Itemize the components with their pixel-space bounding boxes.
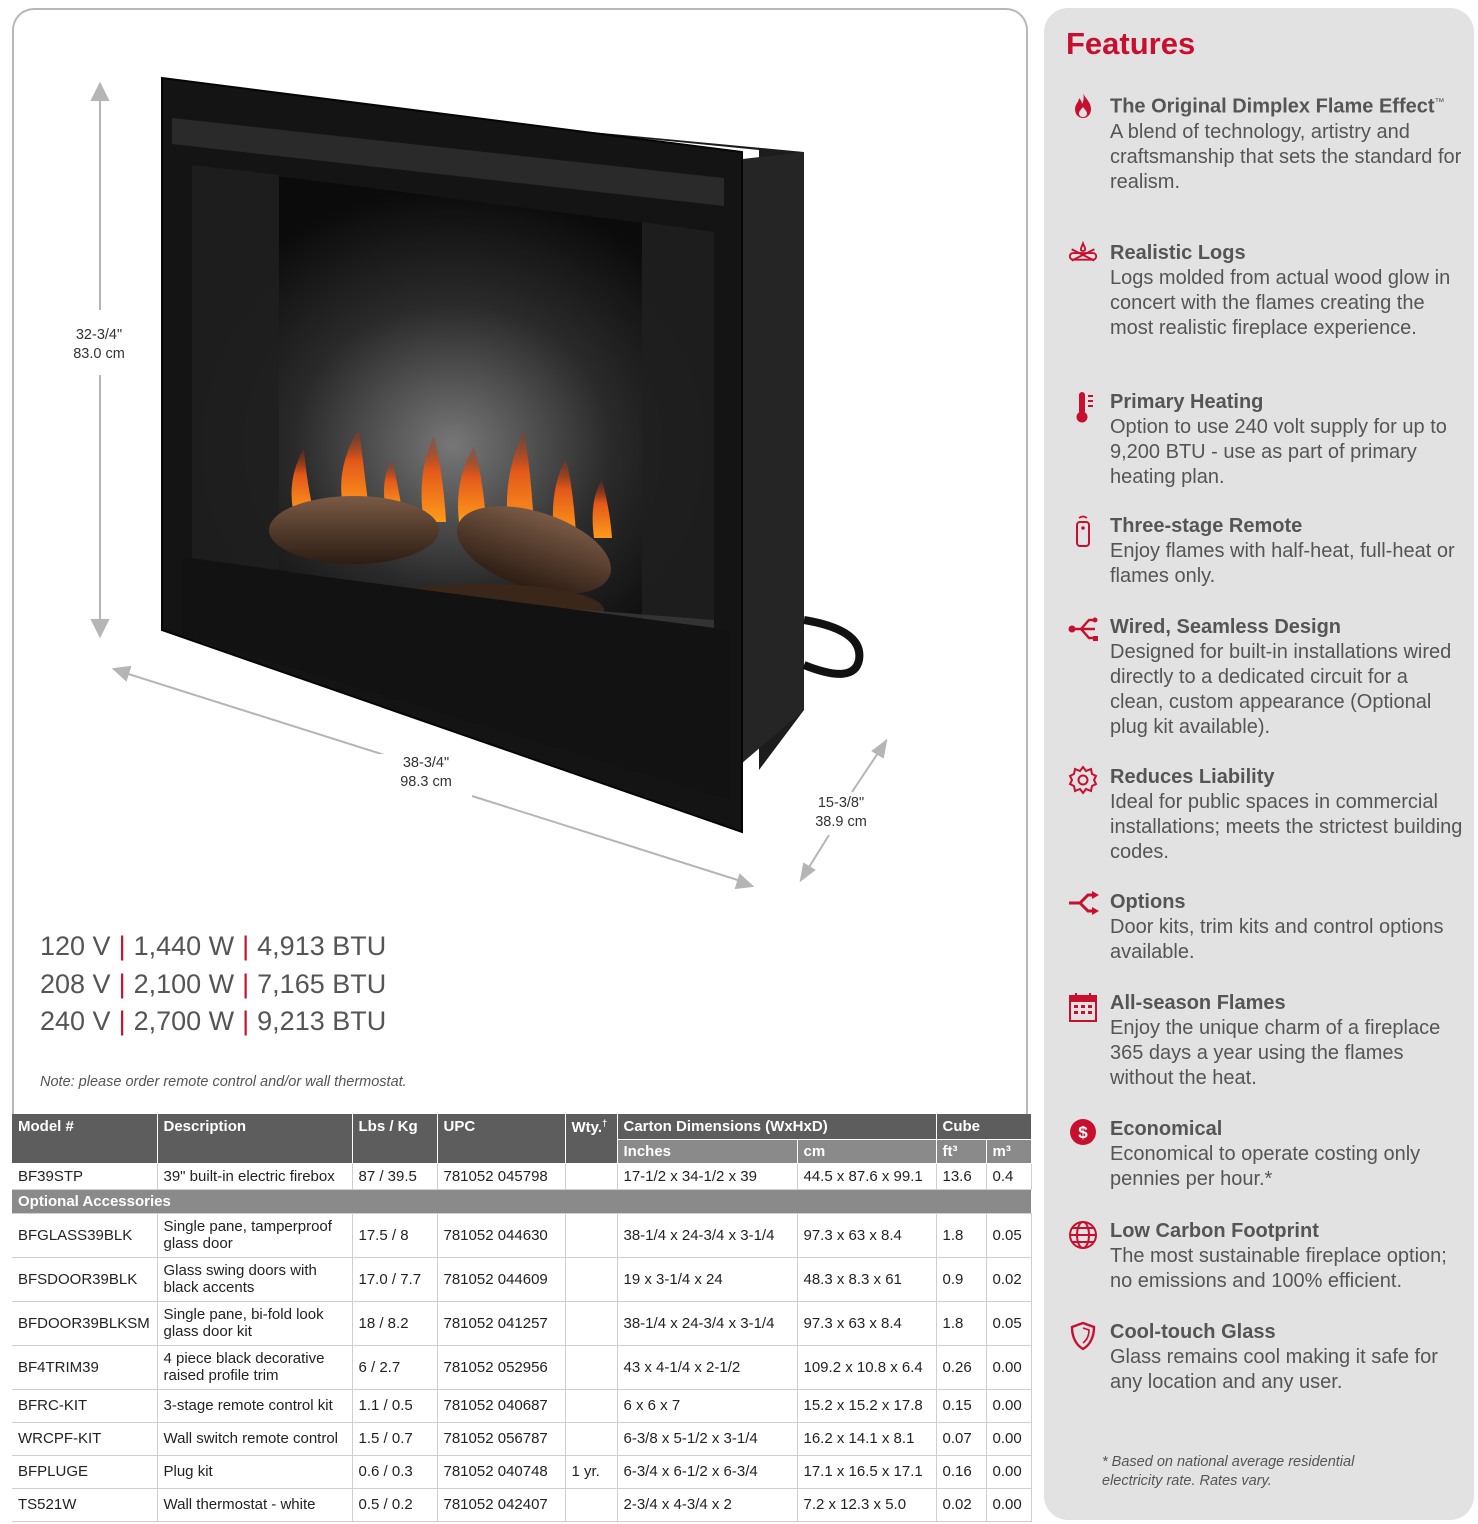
cell-warranty [565,1389,617,1422]
cell-m3: 0.00 [986,1488,1031,1521]
spec-table [12,1114,1032,1522]
electrical-specs [40,928,386,1041]
cell-m3: 0.00 [986,1422,1031,1455]
cell-inches: 19 x 3-1/4 x 24 [617,1257,797,1301]
cell-description: Single pane, bi-fold look glass door kit [157,1301,352,1345]
cell-warranty [565,1213,617,1257]
cell-upc: 781052 040748 [437,1455,565,1488]
cell-cm: 48.3 x 8.3 x 61 [797,1257,936,1301]
cell-m3: 0.05 [986,1213,1031,1257]
cell-model: BFDOOR39BLKSM [12,1301,157,1345]
cell-cm: 97.3 x 63 x 8.4 [797,1213,936,1257]
feature-cool-touch [1066,1320,1466,1395]
watts: 2,700 W [133,1006,235,1036]
table-row [12,1455,1031,1488]
spec-row [40,928,386,966]
cell-upc: 781052 044609 [437,1257,565,1301]
feature-desc: Designed for built-in installations wired directly to a dedicated circuit for a clean, custom appearance (Optional plug kit available). [1110,641,1452,738]
cell-upc: 781052 045798 [437,1163,565,1189]
header-upc: UPC [437,1114,565,1163]
header-inches: Inches [617,1139,797,1163]
feature-title: Options [1110,891,1186,913]
cell-description: Single pane, tamperproof glass door [157,1213,352,1257]
cell-inches: 2-3/4 x 4-3/4 x 2 [617,1488,797,1521]
cell-description: Plug kit [157,1455,352,1488]
remote-icon [1066,514,1100,548]
watts: 2,100 W [133,968,235,999]
depth-cm: 38.9 cm [815,814,867,830]
depth-dimension [786,794,896,832]
feature-primary-heating [1066,390,1466,490]
feature-title: All-season Flames [1110,992,1286,1014]
header-cube: Cube [936,1114,1031,1139]
product-card [12,8,1028,1138]
cell-ft3: 0.26 [936,1345,986,1389]
logs-icon [1066,241,1100,275]
feature-title: Realistic Logs [1110,242,1246,264]
volts: 120 V [40,931,111,961]
feature-title-text: The Original Dimplex Flame Effect [1110,95,1435,118]
footnote: * Based on national average residential electricity rate. Rates vary. [1102,1454,1355,1489]
header-m3: m³ [986,1139,1031,1163]
separator: | [242,1006,250,1036]
cell-ft3: 0.15 [936,1389,986,1422]
cell-weight: 1.5 / 0.7 [352,1422,437,1455]
section-label: Optional Accessories [12,1189,1031,1213]
cell-ft3: 0.9 [936,1257,986,1301]
cell-ft3: 0.02 [936,1488,986,1521]
cell-warranty [565,1422,617,1455]
flame-icon [1066,90,1100,124]
separator: | [118,968,126,999]
cell-upc: 781052 056787 [437,1422,565,1455]
features-panel [1044,8,1474,1520]
cell-weight: 17.5 / 8 [352,1213,437,1257]
cell-inches: 6-3/8 x 5-1/2 x 3-1/4 [617,1422,797,1455]
table-row [12,1213,1031,1257]
feature-title: Low Carbon Footprint [1110,1220,1319,1242]
feature-title: Primary Heating [1110,391,1264,413]
separator: | [118,931,126,961]
cell-inches: 6 x 6 x 7 [617,1389,797,1422]
fireplace-image [14,10,1030,910]
cell-warranty [565,1488,617,1521]
spec-row [40,1003,386,1041]
options-icon [1066,890,1100,924]
feature-title: Reduces Liability [1110,766,1275,788]
cell-upc: 781052 040687 [437,1389,565,1422]
features-title: Features [1066,26,1196,61]
gear-icon [1066,765,1100,799]
feature-low-carbon [1066,1219,1466,1294]
feature-reduces-liability [1066,765,1466,865]
height-cm: 83.0 cm [73,346,125,362]
header-ft3: ft³ [936,1139,986,1163]
feature-desc: Glass remains cool making it safe for any location and any user. [1110,1346,1438,1393]
cell-cm: 16.2 x 14.1 x 8.1 [797,1422,936,1455]
width-inches: 38-3/4" [402,755,450,771]
btu: 9,213 BTU [257,1006,387,1036]
cell-model: BF39STP [12,1163,157,1189]
watts: 1,440 W [133,931,235,961]
cell-inches: 38-1/4 x 24-3/4 x 3-1/4 [617,1301,797,1345]
feature-desc: Option to use 240 volt supply for up to 9,200 BTU - use as part of primary heating plan. [1110,416,1447,488]
cell-m3: 0.00 [986,1455,1031,1488]
cell-ft3: 13.6 [936,1163,986,1189]
depth-inches: 15-3/8" [817,795,865,811]
cell-m3: 0.00 [986,1345,1031,1389]
feature-desc: Ideal for public spaces in commercial installations; meets the strictest building codes. [1110,791,1463,863]
cell-model: BFSDOOR39BLK [12,1257,157,1301]
header-carton: Carton Dimensions (WxHxD) [617,1114,936,1139]
cell-weight: 0.6 / 0.3 [352,1455,437,1488]
header-weight: Lbs / Kg [352,1114,437,1163]
cell-model: BFGLASS39BLK [12,1213,157,1257]
header-cm: cm [797,1139,936,1163]
cell-weight: 1.1 / 0.5 [352,1389,437,1422]
table-row [12,1422,1031,1455]
order-note: Note: please order remote control and/or wall thermostat. [40,1074,407,1090]
cell-description: 4 piece black decorative raised profile trim [157,1345,352,1389]
table-row [12,1488,1031,1521]
cell-weight: 0.5 / 0.2 [352,1488,437,1521]
cell-ft3: 0.16 [936,1455,986,1488]
table-row [12,1345,1031,1389]
feature-wired [1066,615,1466,740]
thermometer-icon [1066,390,1100,424]
cell-m3: 0.02 [986,1257,1031,1301]
header-warranty [565,1114,617,1163]
feature-title: Economical [1110,1118,1223,1140]
feature-desc: Enjoy flames with half-heat, full-heat or flames only. [1110,540,1455,587]
cell-model: BF4TRIM39 [12,1345,157,1389]
cell-model: TS521W [12,1488,157,1521]
table-row [12,1163,1031,1189]
dollar-icon [1066,1117,1100,1151]
cell-description: 39" built-in electric firebox [157,1163,352,1189]
cell-m3: 0.4 [986,1163,1031,1189]
btu: 7,165 BTU [257,968,387,999]
svg-text:$: $ [1078,1123,1088,1142]
cell-model: BFRC-KIT [12,1389,157,1422]
cell-m3: 0.05 [986,1301,1031,1345]
cell-description: Glass swing doors with black accents [157,1257,352,1301]
feature-remote [1066,514,1466,589]
wired-icon [1066,615,1100,649]
feature-desc: Logs molded from actual wood glow in concert with the flames creating the most realistic fireplace experience. [1110,267,1451,339]
cell-cm: 17.1 x 16.5 x 17.1 [797,1455,936,1488]
cell-cm: 109.2 x 10.8 x 6.4 [797,1345,936,1389]
cell-ft3: 1.8 [936,1301,986,1345]
cell-weight: 17.0 / 7.7 [352,1257,437,1301]
cell-weight: 6 / 2.7 [352,1345,437,1389]
cell-warranty [565,1257,617,1301]
feature-desc: Economical to operate costing only pennies per hour.* [1110,1143,1421,1190]
cell-warranty [565,1345,617,1389]
table-row [12,1257,1031,1301]
feature-flame-effect [1066,90,1466,195]
warranty-mark: † [602,1118,608,1128]
height-inches: 32-3/4" [75,327,123,343]
cell-m3: 0.00 [986,1389,1031,1422]
shield-icon [1066,1320,1100,1354]
btu: 4,913 BTU [257,931,387,961]
header-description: Description [157,1114,352,1163]
cell-warranty: 1 yr. [565,1455,617,1488]
cell-upc: 781052 052956 [437,1345,565,1389]
width-dimension [371,754,481,792]
feature-all-season [1066,991,1466,1091]
cell-description: Wall switch remote control [157,1422,352,1455]
feature-desc: The most sustainable fireplace option; no emissions and 100% efficient. [1110,1245,1447,1292]
volts: 208 V [40,968,111,999]
cell-inches: 6-3/4 x 6-1/2 x 6-3/4 [617,1455,797,1488]
feature-realistic-logs [1066,241,1466,341]
section-row [12,1189,1031,1213]
feature-title [1110,90,1466,120]
cell-upc: 781052 042407 [437,1488,565,1521]
feature-title: Three-stage Remote [1110,515,1303,537]
calendar-icon [1066,991,1100,1025]
separator: | [242,968,250,999]
spec-row [40,966,386,1004]
cell-cm: 7.2 x 12.3 x 5.0 [797,1488,936,1521]
cell-cm: 97.3 x 63 x 8.4 [797,1301,936,1345]
cell-upc: 781052 041257 [437,1301,565,1345]
cell-model: BFPLUGE [12,1455,157,1488]
separator: | [242,931,250,961]
warranty-label: Wty. [571,1119,603,1136]
feature-options [1066,890,1466,965]
cell-upc: 781052 044630 [437,1213,565,1257]
globe-icon [1066,1219,1100,1253]
cell-description: 3-stage remote control kit [157,1389,352,1422]
feature-title: Cool-touch Glass [1110,1321,1276,1343]
feature-desc: Enjoy the unique charm of a fireplace 365 days a year using the flames without the heat. [1110,1017,1441,1089]
feature-desc: A blend of technology, artistry and craftsmanship that sets the standard for realism. [1110,120,1462,193]
cell-model: WRCPF-KIT [12,1422,157,1455]
feature-economical [1066,1117,1466,1192]
cell-ft3: 1.8 [936,1213,986,1257]
trademark-mark: ™ [1434,97,1445,108]
cell-cm: 44.5 x 87.6 x 99.1 [797,1163,936,1189]
cell-description: Wall thermostat - white [157,1488,352,1521]
feature-desc: Door kits, trim kits and control options available. [1110,916,1444,963]
cell-inches: 38-1/4 x 24-3/4 x 3-1/4 [617,1213,797,1257]
cell-ft3: 0.07 [936,1422,986,1455]
volts: 240 V [40,1006,111,1036]
table-row [12,1389,1031,1422]
cell-inches: 43 x 4-1/4 x 2-1/2 [617,1345,797,1389]
cell-weight: 87 / 39.5 [352,1163,437,1189]
cell-weight: 18 / 8.2 [352,1301,437,1345]
width-cm: 98.3 cm [400,774,452,790]
header-model: Model # [12,1114,157,1163]
cell-inches: 17-1/2 x 34-1/2 x 39 [617,1163,797,1189]
table-row [12,1301,1031,1345]
cell-warranty [565,1301,617,1345]
separator: | [118,1006,126,1036]
feature-title: Wired, Seamless Design [1110,616,1342,638]
height-dimension [44,326,154,364]
cell-cm: 15.2 x 15.2 x 17.8 [797,1389,936,1422]
cell-warranty [565,1163,617,1189]
